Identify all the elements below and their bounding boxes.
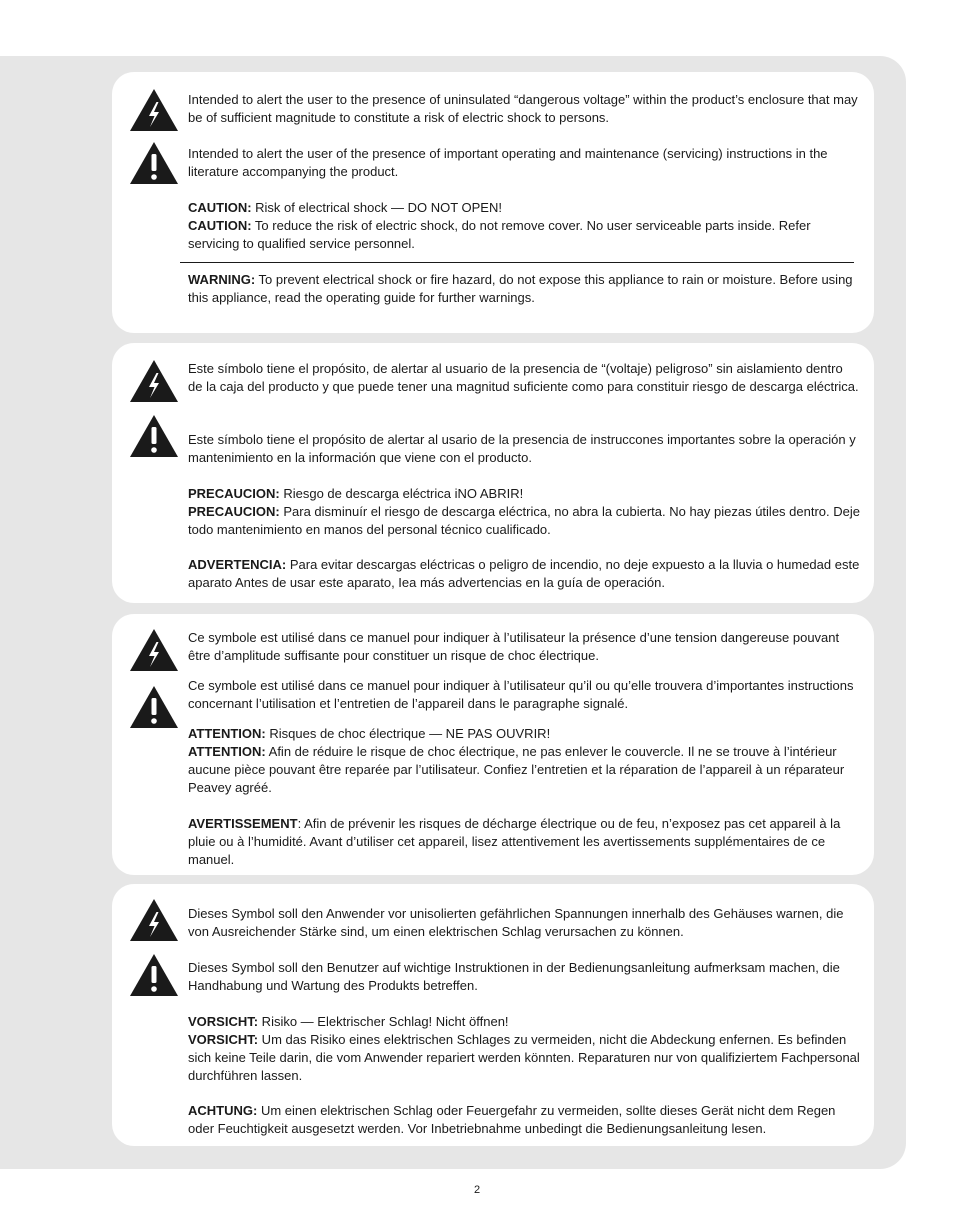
exclamation-triangle-icon: [129, 685, 179, 729]
attention-warning-text: Este símbolo tiene el propósito de alertar al usario de la presencia de instruccones importantes sobre la operación y mantenimiento en la información que viene con el producto.: [188, 432, 856, 465]
caution-text: Risques de choc électrique — NE PAS OUVRIR!: [265, 726, 551, 741]
caution-label: CAUTION:: [188, 200, 252, 215]
warning-label: ADVERTENCIA:: [188, 557, 287, 572]
voltage-warning-text: Este símbolo tiene el propósito, de alertar al usuario de la presencia de “(voltaje) peligroso” sin aislamiento dentro de la caja del producto y que puede tener una magnitud suficiente como para constituir riesgo de descarga eléctrica.: [188, 361, 859, 394]
warning-text: Para evitar descargas eléctricas o peligro de incendio, no deje expuesto a la lluvia o humedad este aparato Antes de usar este aparato, Iea más advertencias en la guía de operación.: [188, 557, 860, 590]
caution-label: PRECAUCION:: [188, 504, 280, 519]
caution-label: CAUTION:: [188, 218, 252, 233]
caution-text: Risiko — Elektrischer Schlag! Nicht öffnen!: [258, 1014, 509, 1029]
lightning-bolt-triangle-icon: [129, 88, 179, 132]
warning-label: ACHTUNG:: [188, 1103, 258, 1118]
caution-label: VORSICHT:: [188, 1032, 259, 1047]
exclamation-triangle-icon: [129, 414, 179, 458]
warning-block: [188, 815, 860, 869]
safety-card-german: [112, 884, 874, 1146]
warning-block: [188, 271, 860, 307]
warning-label: AVERTISSEMENT: [188, 816, 298, 831]
voltage-warning-text: Intended to alert the user to the presence of uninsulated “dangerous voltage” within the product’s enclosure that may be of sufficient magnitude to constitute a risk of electric shock to persons.: [188, 92, 858, 125]
caution-label: PRECAUCION:: [188, 486, 280, 501]
warning-text: : Afin de prévenir les risques de décharge électrique ou de feu, n’exposez pas cet appareil à la pluie ou à l’humidité. Avant d’utiliser cet appareil, lisez attentivement les avertissements supplémentaires de ce manuel.: [188, 816, 841, 867]
safety-card-spanish: [112, 343, 874, 603]
page-number: 2: [473, 1184, 481, 1196]
safety-card-french: [112, 614, 874, 875]
lightning-bolt-triangle-icon: [129, 628, 179, 672]
warning-block: [188, 1102, 860, 1138]
caution-label: ATTENTION:: [188, 726, 266, 741]
warning-block: [188, 556, 860, 592]
caution-text: Riesgo de descarga eléctrica iNO ABRIR!: [279, 486, 524, 501]
caution-text: To reduce the risk of electric shock, do not remove cover. No user serviceable parts inside. Refer servicing to qualified service personnel.: [188, 218, 811, 251]
caution-text: Para disminuír el riesgo de descarga eléctrica, no abra la cubierta. No hay piezas útiles dentro. Deje todo mantenimiento en manos del personal técnico cualificado.: [188, 504, 860, 537]
lightning-bolt-triangle-icon: [129, 898, 179, 942]
warning-label: WARNING:: [188, 272, 256, 287]
warning-text: Um einen elektrischen Schlag oder Feuergefahr zu vermeiden, sollte dieses Gerät nicht dem Regen oder Feuchtigkeit ausgesetzt werden. Vor Inbetriebnahme unbedingt die Bedienungsanleitung lesen.: [188, 1103, 836, 1136]
caution-block: [188, 1013, 860, 1085]
caution-block: [188, 485, 860, 539]
attention-warning-text: Dieses Symbol soll den Benutzer auf wichtige Instruktionen in der Bedienungsanleitung aufmerksam machen, die Handhabung und Wartung des Produkts betreffen.: [188, 960, 840, 993]
attention-warning-text: Intended to alert the user of the presence of important operating and maintenance (servicing) instructions in the literature accompanying the product.: [188, 146, 828, 179]
warning-text: To prevent electrical shock or fire hazard, do not expose this appliance to rain or moisture. Before using this appliance, read the operating guide for further warnings.: [188, 272, 853, 305]
divider-line: [180, 262, 854, 263]
caution-text: Afin de réduire le risque de choc électrique, ne pas enlever le couvercle. Il ne se trouve à l’intérieur aucune pièce pouvant être reparée par l’utilisateur. Confiez l’entretien et la réparation de l’appareil à un réparateur Peavey agréé.: [188, 744, 845, 795]
attention-warning-text: Ce symbole est utilisé dans ce manuel pour indiquer à l’utilisateur qu’il ou qu’elle trouvera d’importantes instructions concernant l’utilisation et l’entretien de l’appareil dans le paragraphe signalé.: [188, 678, 854, 711]
lightning-bolt-triangle-icon: [129, 359, 179, 403]
voltage-warning-text: Dieses Symbol soll den Anwender vor unisolierten gefährlichen Spannungen innerhalb des Gehäuses warnen, die von Ausreichender Stärke sind, um einen elektrischen Schlag verursachen zu können.: [188, 906, 844, 939]
caution-label: VORSICHT:: [188, 1014, 259, 1029]
caution-text: Um das Risiko eines elektrischen Schlages zu vermeiden, nicht die Abdeckung enfernen. Es befinden sich keine Teile darin, die vom Anwender repariert werden könnten. Reparaturen nur von qualifiziertem Fachpersonal durchführen lassen.: [188, 1032, 860, 1083]
caution-block: [188, 725, 860, 797]
safety-card-english: [112, 72, 874, 333]
caution-text: Risk of electrical shock — DO NOT OPEN!: [251, 200, 502, 215]
exclamation-triangle-icon: [129, 953, 179, 997]
caution-block: [188, 199, 860, 253]
caution-label: ATTENTION:: [188, 744, 266, 759]
exclamation-triangle-icon: [129, 141, 179, 185]
voltage-warning-text: Ce symbole est utilisé dans ce manuel pour indiquer à l’utilisateur la présence d’une tension dangereuse pouvant être d’amplitude suffisante pour constituer un risque de choc électrique.: [188, 630, 840, 663]
